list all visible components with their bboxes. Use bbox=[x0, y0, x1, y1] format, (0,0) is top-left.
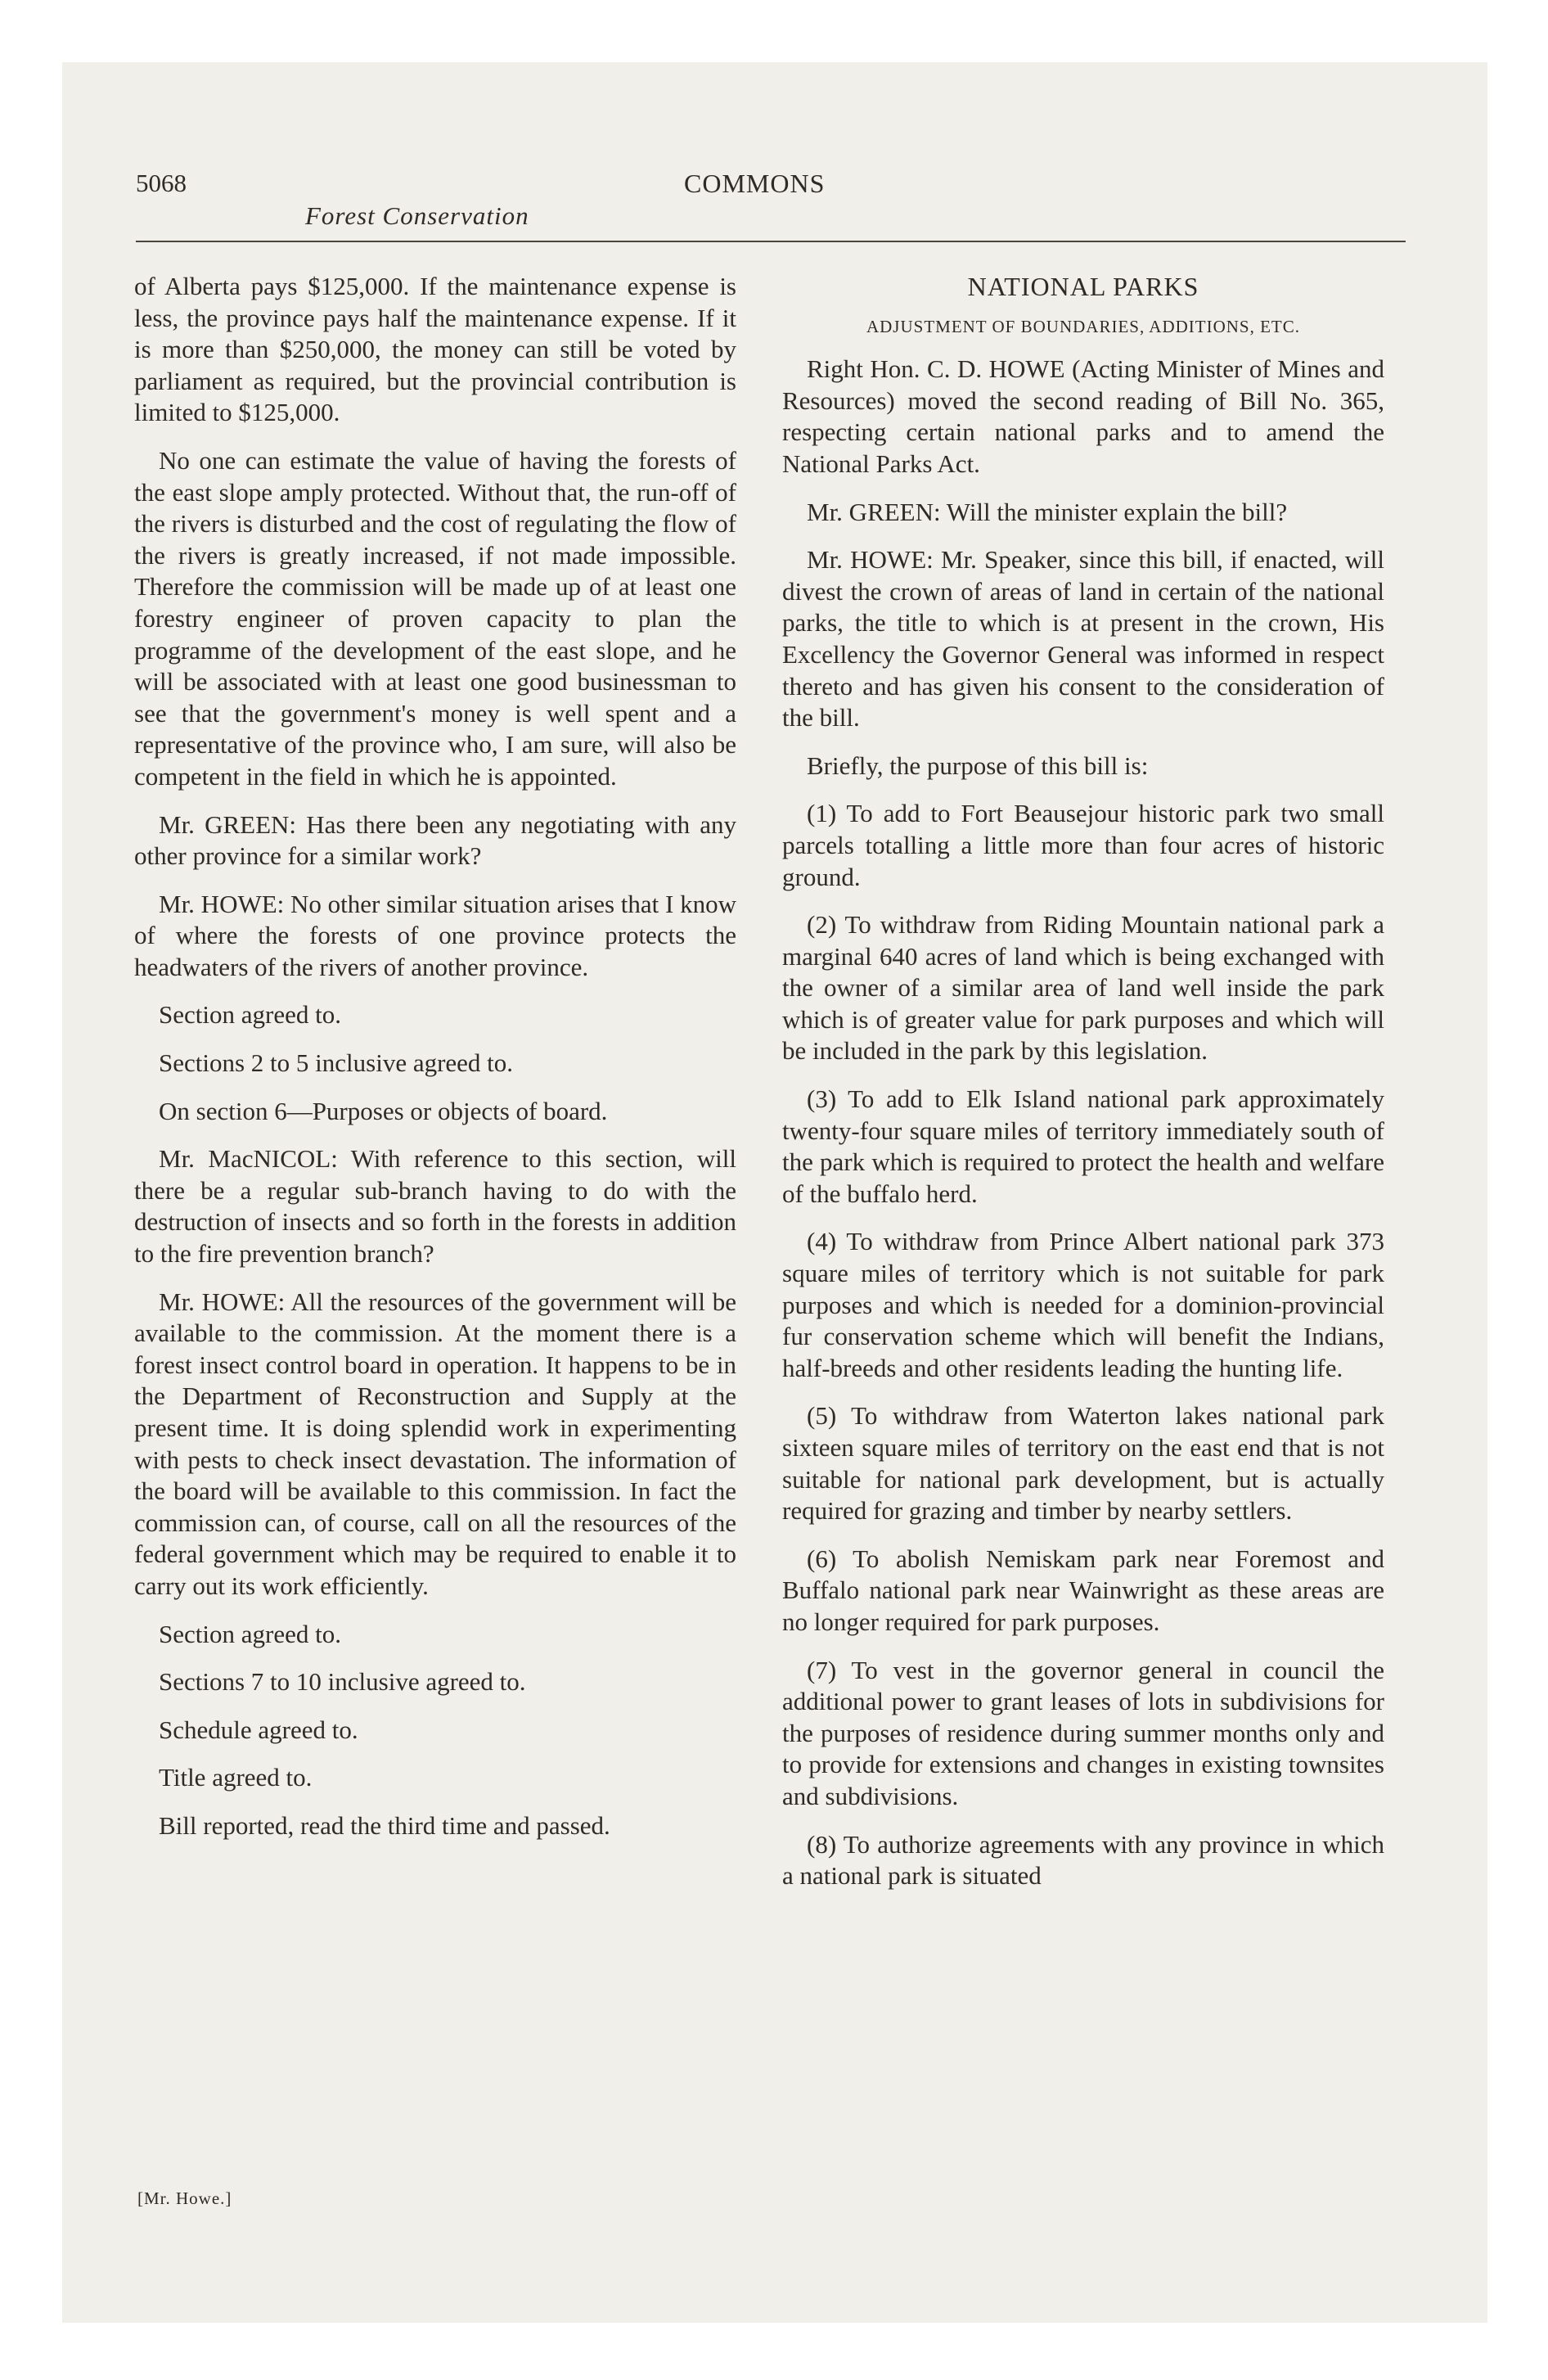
paragraph: (2) To withdraw from Riding Mountain national park a marginal 640 acres of land which is being exchanged with the owner of a similar area of land well inside the park which is of greater value for park purposes and which will be included in the park by this legislation. bbox=[782, 910, 1384, 1066]
paragraph: (8) To authorize agreements with any province in which a national park is situated bbox=[782, 1829, 1384, 1891]
paragraph: Section agreed to. bbox=[159, 1619, 341, 1648]
paragraph: (6) To abolish Nemiskam park near Foremost and Buffalo national park near Wainwright as these areas are no longer required for park purposes. bbox=[782, 1544, 1384, 1636]
paragraph: Sections 7 to 10 inclusive agreed to. bbox=[159, 1667, 526, 1697]
page-header-title: COMMONS bbox=[684, 169, 826, 198]
paragraph: Sections 2 to 5 inclusive agreed to. bbox=[159, 1048, 514, 1078]
paragraph: Mr. HOWE: No other similar situation arises that I know of where the forests of one province protects the headwaters of the rivers of another province. bbox=[134, 889, 736, 981]
page-number: 5068 bbox=[136, 169, 187, 197]
running-subtitle: Forest Conservation bbox=[305, 201, 529, 230]
paragraph: Title agreed to. bbox=[159, 1763, 313, 1792]
paragraph: Mr. GREEN: Will the minister explain the bill? bbox=[807, 497, 1288, 526]
left-column bbox=[134, 271, 736, 1859]
paragraph: Mr. HOWE: All the resources of the government will be available to the commission. At the moment there is a forest insect control board in operation. It happens to be in the Department of Reconstruction and Supply at the present time. It is doing splendid work in experimenting with pests to check insect devastation. The information of the board will be available to this commission. In fact the commission can, of course, call on all the resources of the federal government which may be required to enable it to carry out its work efficiently. bbox=[134, 1287, 736, 1600]
paragraph: (7) To vest in the governor general in council the additional power to grant leases of lots in subdivisions for the purposes of residence during summer months only and to provide for extensions and changes in existing townsites and subdivisions. bbox=[782, 1655, 1384, 1810]
paragraph: (1) To add to Fort Beausejour historic park two small parcels totalling a little more than four acres of historic ground. bbox=[782, 799, 1384, 891]
paragraph: of Alberta pays $125,000. If the maintenance expense is less, the province pays half the maintenance expense. If it is more than $250,000, the money can still be voted by parliament as required, but the provincial contribution is limited to $125,000. bbox=[134, 272, 736, 427]
paragraph: On section 6—Purposes or objects of board. bbox=[159, 1096, 608, 1125]
speaker-footer: [Mr. Howe.] bbox=[137, 2188, 232, 2208]
paragraph: Bill reported, read the third time and passed. bbox=[159, 1810, 610, 1840]
paragraph: Mr. GREEN: Has there been any negotiating with any other province for a similar work? bbox=[134, 809, 736, 871]
paragraph: Section agreed to. bbox=[159, 1000, 341, 1030]
paragraph: (4) To withdraw from Prince Albert national park 373 square miles of territory which is not suitable for park purposes and which is needed for a dominion-provincial fur conservation scheme which will benefit the Indians, half-breeds and other residents leading the hunting life. bbox=[782, 1227, 1384, 1382]
header-rule bbox=[136, 241, 1406, 242]
paragraph: (3) To add to Elk Island national park approximately twenty-four square miles of territory immediately south of the park which is required to protect the health and welfare of the buffalo herd. bbox=[782, 1084, 1384, 1208]
right-column bbox=[782, 271, 1384, 1909]
section-heading: NATIONAL PARKS bbox=[967, 272, 1199, 301]
section-subheading: ADJUSTMENT OF BOUNDARIES, ADDITIONS, ETC. bbox=[866, 316, 1301, 336]
paragraph: Mr. MacNICOL: With reference to this section, will there be a regular sub-branch having to do with the destruction of insects and so forth in the forests in addition to the fire prevention branch? bbox=[134, 1144, 736, 1269]
paragraph: Mr. HOWE: Mr. Speaker, since this bill, if enacted, will divest the crown of areas of land in certain of the national parks, the title to which is at present in the crown, His Excellency the Governor General was informed in respect thereto and has given his consent to the consideration of the bill. bbox=[782, 545, 1384, 732]
paragraph: Right Hon. C. D. HOWE (Acting Minister of Mines and Resources) moved the second reading of Bill No. 365, respecting certain national parks and to amend the National Parks Act. bbox=[782, 354, 1384, 478]
paragraph: Briefly, the purpose of this bill is: bbox=[807, 751, 1149, 780]
paragraph: (5) To withdraw from Waterton lakes national park sixteen square miles of territory on the east end that is not suitable for national park development, but is actually required for grazing and timber by nearby settlers. bbox=[782, 1401, 1384, 1526]
paragraph: Schedule agreed to. bbox=[159, 1715, 358, 1744]
paragraph: No one can estimate the value of having the forests of the east slope amply protected. Without that, the run-off of the rivers is disturbed and the cost of regulating the flow of the rivers is greatly increased, if not made impossible. Therefore the commission will be made up of at least one forestry engineer of proven capacity to plan the programme of the development of the east slope, and he will be associated with at least one good businessman to see that the government's money is well spent and a representative of the province who, I am sure, will also be competent in the field in which he is appointed. bbox=[134, 445, 736, 791]
